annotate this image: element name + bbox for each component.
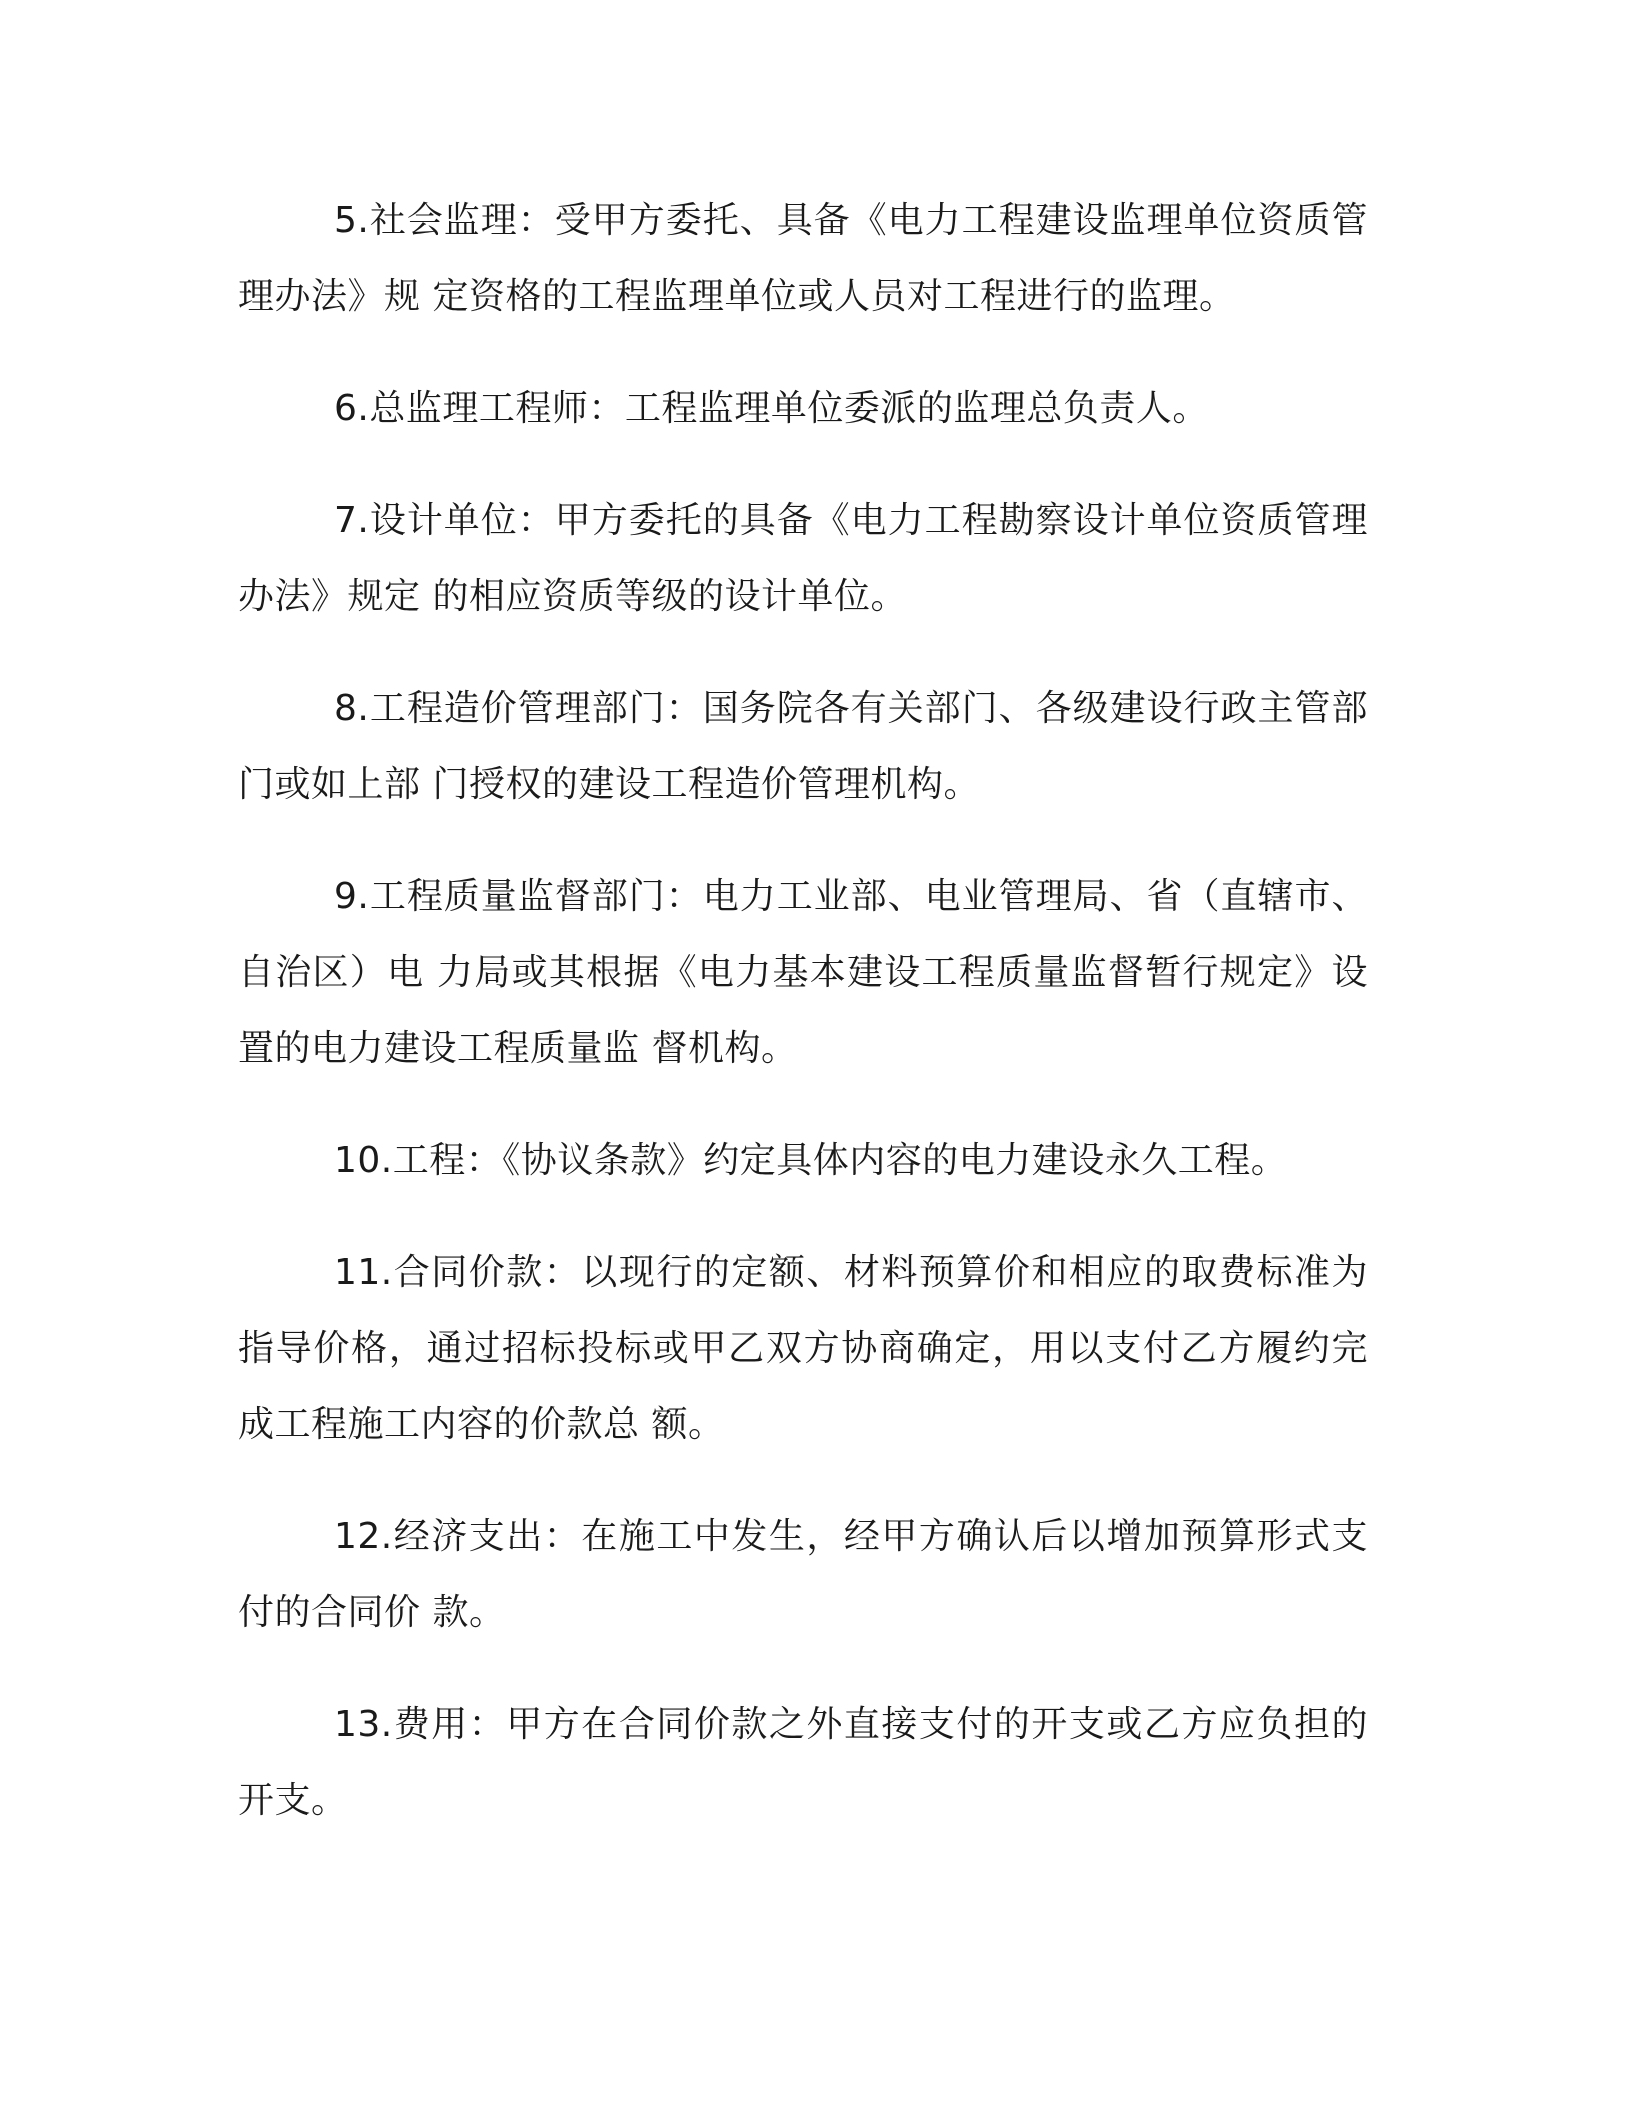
paragraph-6: 6.总监理工程师：工程监理单位委派的监理总负责人。 [334, 388, 1209, 429]
paragraph-5: 5.社会监理：受甲方委托、具备《电力工程建设监理单位资质管理办法》规 定资格的工程监理单位或人员对工程进行的监理。 [238, 200, 1368, 317]
document-body [238, 183, 1368, 1875]
paragraph-8: 8.工程造价管理部门：国务院各有关部门、各级建设行政主管部门或如上部 门授权的建设工程造价管理机构。 [238, 688, 1368, 805]
paragraph-7: 7.设计单位：甲方委托的具备《电力工程勘察设计单位资质管理办法》规定 的相应资质等级的设计单位。 [238, 500, 1368, 617]
paragraph-10: 10.工程：《协议条款》约定具体内容的电力建设永久工程。 [334, 1140, 1288, 1181]
paragraph-13: 13.费用：甲方在合同价款之外直接支付的开支或乙方应负担的开支。 [238, 1704, 1368, 1821]
paragraph-11: 11.合同价款：以现行的定额、材料预算价和相应的取费标准为指导价格，通过招标投标或甲乙双方协商确定，用以支付乙方履约完成工程施工内容的价款总 额。 [238, 1252, 1368, 1445]
paragraph-9: 9.工程质量监督部门：电力工业部、电业管理局、省（直辖市、自治区）电 力局或其根据《电力基本建设工程质量监督暂行规定》设置的电力建设工程质量监 督机构。 [238, 876, 1368, 1069]
paragraph-12: 12.经济支出：在施工中发生，经甲方确认后以增加预算形式支付的合同价 款。 [238, 1516, 1368, 1633]
